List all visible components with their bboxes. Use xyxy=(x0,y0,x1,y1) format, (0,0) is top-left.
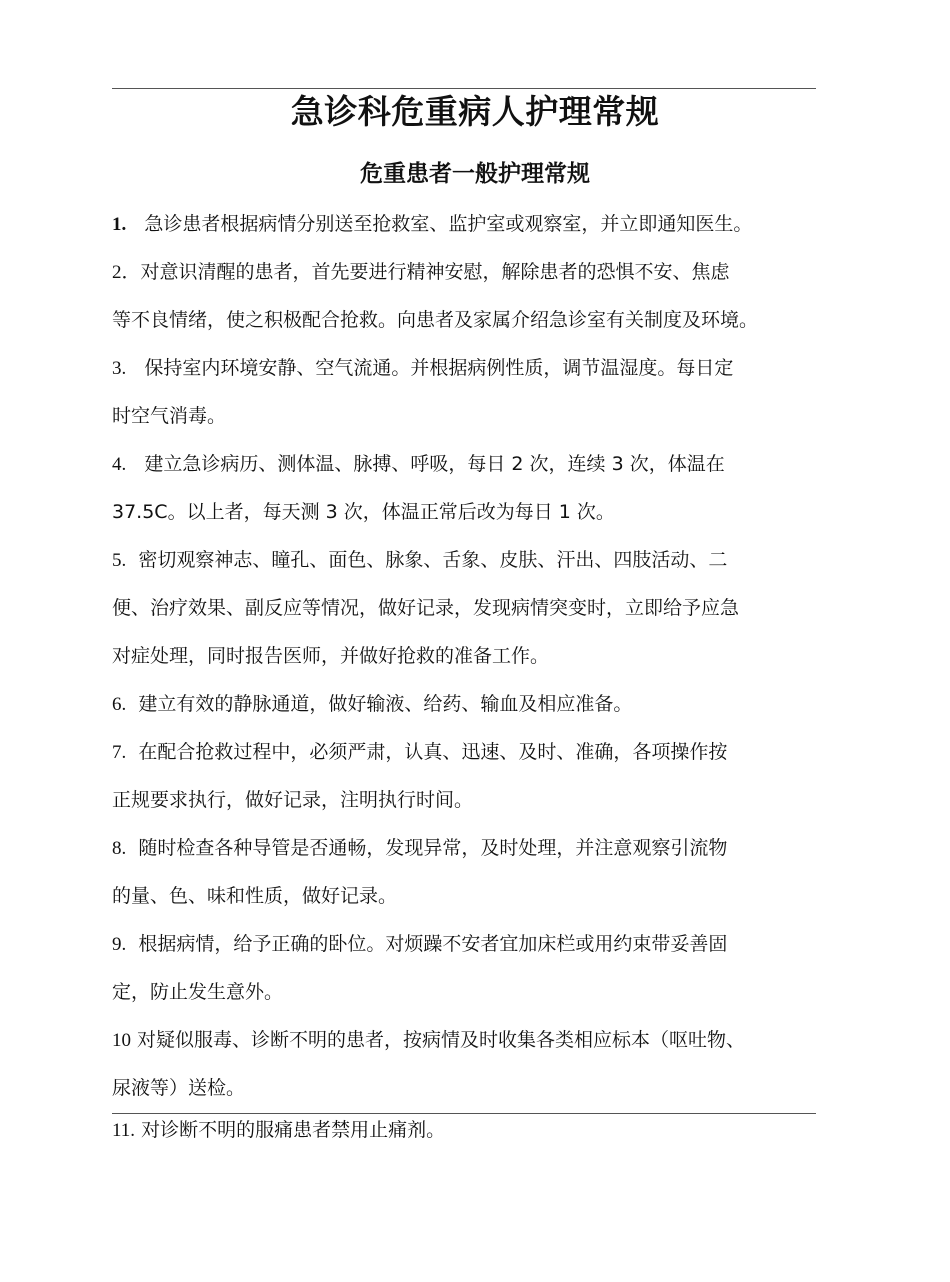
list-item-7 xyxy=(112,740,727,765)
item-text: 保持室内环境安静、空气流通。并根据病例性质，调节温湿度。每日定 xyxy=(144,357,734,379)
item-text: 等不良情绪，使之积极配合抢救。向患者及家属介绍急诊室有关制度及环境。 xyxy=(112,309,759,331)
item-number: 4. xyxy=(112,454,127,475)
list-item-5-continued xyxy=(112,596,739,620)
document-title: 急诊科危重病人护理常规 xyxy=(290,92,660,131)
item-number: 7. xyxy=(112,742,127,763)
list-item-4-continued xyxy=(112,500,615,524)
item-number: 5. xyxy=(112,550,127,571)
item-text: 定，防止发生意外。 xyxy=(112,981,284,1003)
item-number: 3. xyxy=(112,358,127,379)
item-text: 便、治疗效果、副反应等情况，做好记录，发现病情突变时，立即给予应急 xyxy=(112,597,740,619)
item-number: 10 xyxy=(112,1030,131,1051)
item-text: 37.5C。以上者，每天测 3 次，体温正常后改为每日 1 次。 xyxy=(112,501,615,523)
item-number: 9. xyxy=(112,934,127,955)
item-number: 2． xyxy=(112,262,141,283)
section-heading: 危重患者一般护理常规 xyxy=(360,161,590,187)
bottom-divider xyxy=(112,1113,816,1114)
list-item-6 xyxy=(112,692,632,717)
list-item-2 xyxy=(112,260,730,285)
list-item-10-continued xyxy=(112,1076,245,1100)
list-item-1 xyxy=(112,212,752,237)
list-item-9 xyxy=(112,932,727,957)
list-item-5 xyxy=(112,548,727,573)
list-item-3 xyxy=(112,356,733,381)
item-text: 对意识清醒的患者，首先要进行精神安慰，解除患者的恐惧不安、焦虑 xyxy=(140,261,730,283)
list-item-5-continued xyxy=(112,644,549,668)
item-number: 11. xyxy=(112,1120,136,1141)
item-number: 6. xyxy=(112,694,127,715)
item-text: 正规要求执行，做好记录，注明执行时间。 xyxy=(112,789,474,811)
item-text: 对症处理，同时报告医师，并做好抢救的准备工作。 xyxy=(112,645,550,667)
list-item-11 xyxy=(112,1118,445,1143)
item-text: 时空气消毒。 xyxy=(112,405,227,427)
item-number: 1. xyxy=(112,214,127,235)
item-text: 根据病情，给予正确的卧位。对烦躁不安者宜加床栏或用约束带妥善固 xyxy=(138,933,728,955)
list-item-9-continued xyxy=(112,980,283,1004)
item-text: 的量、色、味和性质，做好记录。 xyxy=(112,885,398,907)
item-text: 急诊患者根据病情分别送至抢救室、监护室或观察室，并立即通知医生。 xyxy=(144,213,753,235)
list-item-8 xyxy=(112,836,727,861)
item-text: 建立急诊病历、测体温、脉搏、呼吸，每日 2 次，连续 3 次，体温在 xyxy=(144,453,725,475)
item-text: 密切观察神志、瞳孔、面色、脉象、舌象、皮肤、汗出、四肢活动、二 xyxy=(138,549,728,571)
list-item-8-continued xyxy=(112,884,397,908)
top-divider xyxy=(112,88,816,89)
item-number: 8. xyxy=(112,838,127,859)
list-item-7-continued xyxy=(112,788,473,812)
item-text: 尿液等）送检。 xyxy=(112,1077,246,1099)
item-text: 建立有效的静脉通道，做好输液、给药、输血及相应准备。 xyxy=(138,693,633,715)
list-item-3-continued xyxy=(112,404,226,428)
item-text: 随时检查各种导管是否通畅，发现异常，及时处理，并注意观察引流物 xyxy=(138,837,728,859)
list-item-10 xyxy=(112,1028,745,1053)
item-text: 对诊断不明的服痛患者禁用止痛剂。 xyxy=(141,1119,446,1141)
list-item-4 xyxy=(112,452,725,477)
list-item-2-continued xyxy=(112,308,758,332)
item-text: 在配合抢救过程中，必须严肃，认真、迅速、及时、准确，各项操作按 xyxy=(138,741,728,763)
item-text: 对疑似服毒、诊断不明的患者，按病情及时收集各类相应标本（呕吐物、 xyxy=(137,1029,746,1051)
